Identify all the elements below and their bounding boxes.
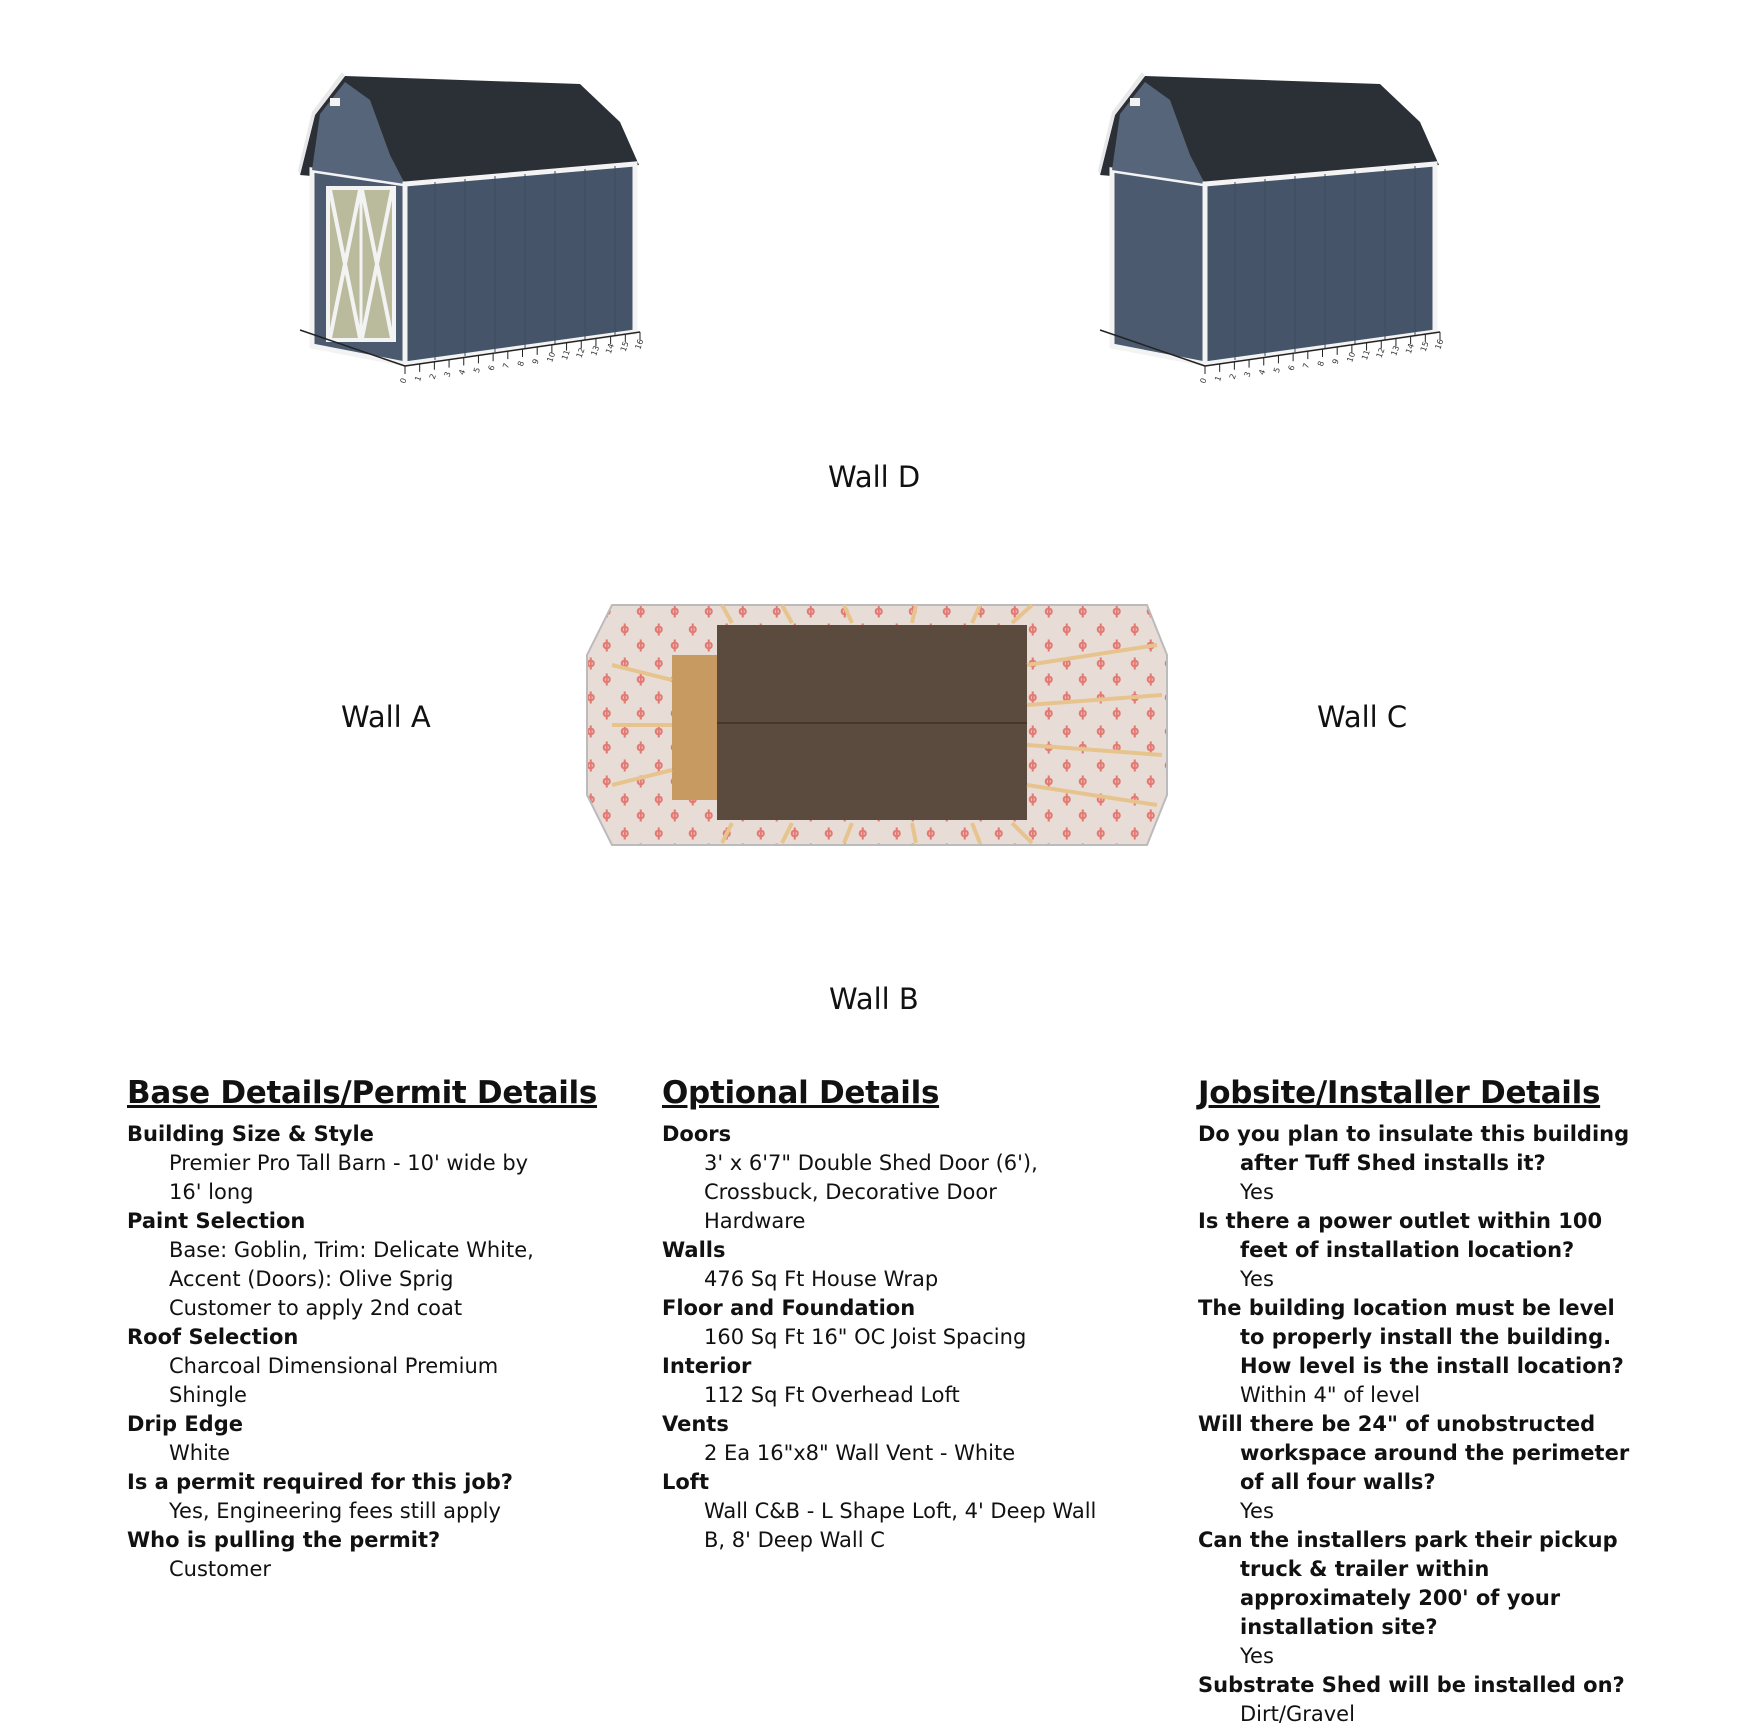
ruler-tick-label: 6 — [486, 364, 497, 372]
ruler-tick-label: 1 — [413, 374, 424, 383]
detail-answer — [1198, 1497, 1638, 1526]
ruler-tick-label: 1 — [1213, 374, 1224, 383]
optional-details-title: Optional Details — [662, 1075, 940, 1111]
detail-answer — [662, 1381, 1102, 1410]
detail-question: Drip Edge — [127, 1412, 243, 1436]
ruler-tick-label: 5 — [1271, 366, 1283, 375]
detail-answer-line: Wall C&B - L Shape Loft, 4' Deep Wall B, 8' Deep Wall C — [704, 1499, 1097, 1552]
ruler-tick-label: 3 — [1242, 370, 1253, 379]
detail-question: Walls — [662, 1238, 726, 1262]
detail-answer-line: 2 Ea 16"x8" Wall Vent - White — [704, 1441, 1016, 1465]
ruler-tick-label: 5 — [471, 366, 483, 375]
ruler-tick-label: 6 — [1286, 364, 1297, 372]
ruler-tick-label: 2 — [427, 372, 438, 381]
detail-question: Roof Selection — [127, 1325, 299, 1349]
ruler-tick-label: 12 — [574, 346, 587, 360]
detail-answer — [1198, 1265, 1638, 1294]
ruler-tick-label: 7 — [501, 361, 512, 370]
detail-answer — [662, 1265, 1102, 1294]
detail-answer-line: Customer — [169, 1557, 272, 1581]
ruler-tick-label: 7 — [1301, 361, 1312, 370]
detail-question: Is there a power outlet within 100 feet of installation location? — [1198, 1209, 1603, 1262]
detail-answer-line: Yes — [1240, 1267, 1274, 1291]
detail-answer-line: Yes — [1240, 1499, 1274, 1523]
ruler-tick-label: 16 — [633, 338, 646, 351]
ruler-tick-label: 15 — [1418, 340, 1431, 353]
detail-question: Can the installers park their pickup truck & trailer within approximately 200' of your installation site? — [1198, 1528, 1618, 1639]
ruler-tick-label: 10 — [1345, 350, 1358, 364]
detail-answer-line: 3' x 6'7" Double Shed Door (6'), Crossbuck, Decorative Door Hardware — [704, 1151, 1038, 1233]
detail-answer-line: Yes, Engineering fees still apply — [169, 1499, 501, 1523]
jobsite-installer-details-title: Jobsite/Installer Details — [1198, 1075, 1601, 1111]
detail-answer — [662, 1323, 1102, 1352]
ruler-tick-label: 4 — [457, 368, 468, 377]
detail-answer-line: Customer to apply 2nd coat — [169, 1296, 463, 1320]
ruler-tick-label: 14 — [1404, 342, 1416, 355]
detail-question: Is a permit required for this job? — [127, 1470, 513, 1494]
detail-answer — [1198, 1178, 1638, 1207]
detail-answer — [127, 1236, 567, 1323]
ruler-tick-label: 0 — [398, 376, 409, 385]
detail-question: Paint Selection — [127, 1209, 306, 1233]
detail-answer — [127, 1555, 567, 1584]
ruler-tick-label: 12 — [1374, 346, 1387, 360]
ruler-tick-label: 11 — [1359, 348, 1372, 362]
ruler-tick-label: 2 — [1227, 372, 1238, 381]
jobsite-installer-details-column — [1198, 1072, 1638, 1729]
detail-question: Who is pulling the permit? — [127, 1528, 441, 1552]
detail-question: Do you plan to insulate this building after Tuff Shed installs it? — [1198, 1122, 1630, 1175]
detail-answer-line: Yes — [1240, 1180, 1274, 1204]
detail-question: The building location must be level to properly install the building. How level is the install location? — [1198, 1296, 1624, 1378]
ruler-tick-label: 9 — [530, 357, 541, 366]
detail-answer-line: 112 Sq Ft Overhead Loft — [704, 1383, 960, 1407]
wall-a-label: Wall A — [341, 700, 431, 734]
detail-question: Vents — [662, 1412, 729, 1436]
detail-answer — [1198, 1642, 1638, 1671]
ruler-tick-label: 10 — [545, 350, 558, 364]
detail-question: Will there be 24" of unobstructed workspace around the perimeter of all four walls? — [1198, 1412, 1630, 1494]
detail-answer — [662, 1149, 1102, 1236]
detail-question: Doors — [662, 1122, 732, 1146]
detail-answer-line: White — [169, 1441, 231, 1465]
ruler-tick-label: 16 — [1433, 338, 1446, 351]
ruler-tick-label: 0 — [1198, 376, 1209, 385]
detail-answer — [1198, 1381, 1638, 1410]
detail-answer — [662, 1497, 1102, 1555]
detail-answer-line: 476 Sq Ft House Wrap — [704, 1267, 939, 1291]
detail-answer-line: Yes — [1240, 1644, 1274, 1668]
shed-render-rear-right — [1090, 70, 1450, 420]
ruler-tick-label: 4 — [1257, 368, 1268, 377]
ruler-tick-label: 13 — [1389, 344, 1402, 358]
ruler-tick-label: 9 — [1330, 357, 1341, 366]
detail-answer-line: Charcoal Dimensional Premium Shingle — [169, 1354, 499, 1407]
optional-details-column — [662, 1072, 1102, 1555]
detail-answer — [127, 1149, 567, 1207]
base-permit-details-title: Base Details/Permit Details — [127, 1075, 598, 1111]
detail-answer-line: Dirt/Gravel — [1240, 1702, 1355, 1726]
ruler-tick-label: 15 — [618, 340, 631, 353]
detail-question: Building Size & Style — [127, 1122, 374, 1146]
detail-question: Interior — [662, 1354, 752, 1378]
detail-answer — [127, 1439, 567, 1468]
base-permit-details-column — [127, 1072, 598, 1584]
detail-answer-line: Within 4" of level — [1240, 1383, 1421, 1407]
detail-question: Floor and Foundation — [662, 1296, 916, 1320]
wall-c-label: Wall C — [1317, 700, 1408, 734]
detail-question: Loft — [662, 1470, 709, 1494]
floor-plan-top-view — [582, 585, 1172, 865]
detail-answer — [127, 1352, 567, 1410]
detail-answer-line: Premier Pro Tall Barn - 10' wide by 16' long — [169, 1151, 529, 1204]
wall-d-label: Wall D — [828, 460, 921, 494]
ruler-tick-label: 3 — [442, 370, 453, 379]
ruler-tick-label: 14 — [604, 342, 616, 355]
shed-render-front-left — [290, 70, 650, 420]
ruler-tick-label: 8 — [515, 359, 527, 368]
detail-answer — [127, 1497, 567, 1526]
detail-question: Substrate Shed will be installed on? — [1198, 1673, 1625, 1697]
detail-answer-line: Base: Goblin, Trim: Delicate White, Accent (Doors): Olive Sprig — [169, 1238, 534, 1291]
ruler-tick-label: 8 — [1315, 359, 1327, 368]
ruler-tick-label: 13 — [589, 344, 602, 358]
ruler-tick-label: 11 — [559, 348, 572, 362]
detail-answer — [662, 1439, 1102, 1468]
wall-b-label: Wall B — [829, 982, 919, 1016]
detail-answer-line: 160 Sq Ft 16" OC Joist Spacing — [704, 1325, 1027, 1349]
detail-answer — [1198, 1700, 1638, 1729]
